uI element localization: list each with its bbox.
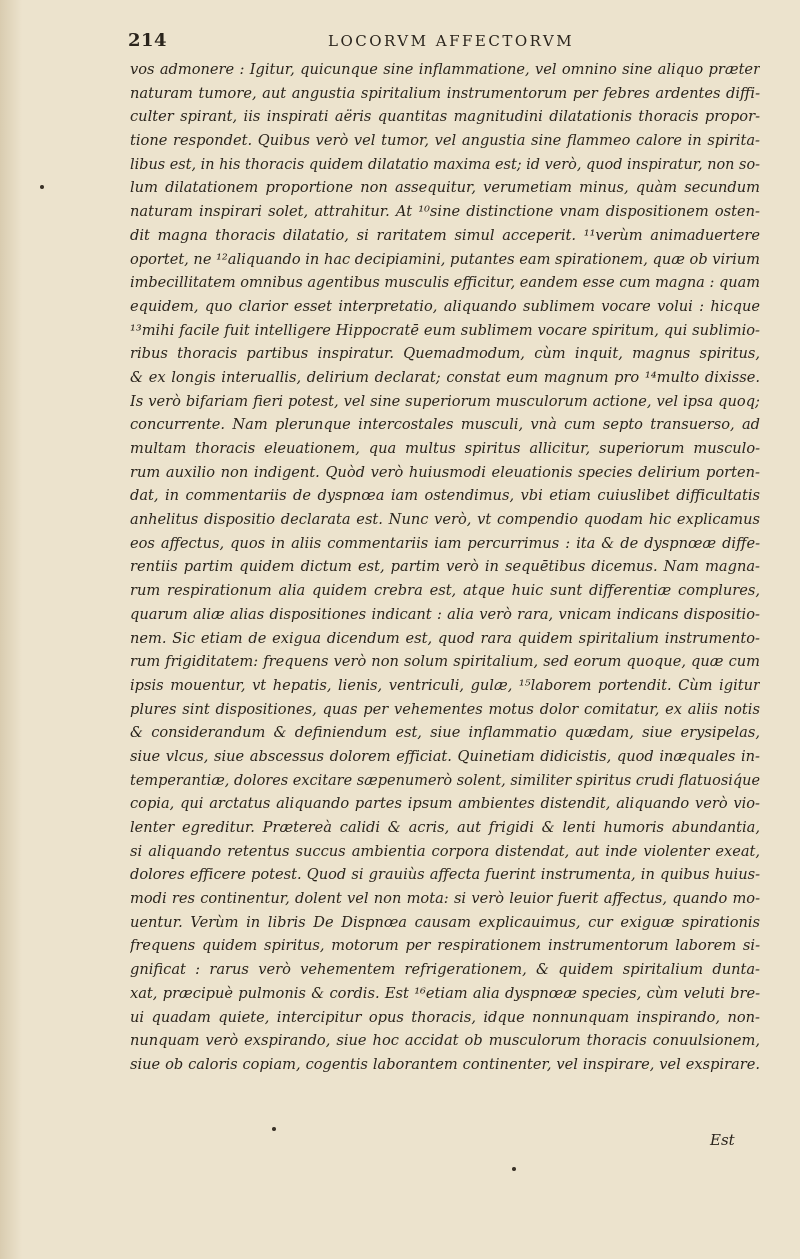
page-header — [128, 30, 758, 52]
text-line: rum frigiditatem: frequens verò non solum spiritalium, sed eorum quoque, quæ cum — [130, 653, 760, 671]
text-line: frequens quidem spiritus, motorum per respirationem instrumentorum laborem si- — [130, 937, 760, 955]
page-gutter-shadow — [0, 0, 22, 1259]
text-line: rum respirationum alia quidem crebra est, atque huic sunt differentiæ complures, — [130, 582, 760, 600]
text-line: equidem, quo clarior esset interpretatio, aliquando sublimem vocare volui : hicque — [130, 297, 760, 315]
text-line: tione respondet. Quibus verò vel tumor, vel angustia sine flammeo calore in spirita- — [130, 132, 760, 150]
text-line: imbecillitatem omnibus agentibus musculis efficitur, eandem esse cum magna : quam — [130, 274, 760, 292]
text-line: eos affectus, quos in aliis commentariis iam percurrimus : ita & de dyspnœæ diffe- — [130, 534, 760, 552]
catchword: Est — [710, 1131, 735, 1149]
text-line: copia, qui arctatus aliquando partes ipsum ambientes distendit, aliquando verò vio- — [130, 795, 760, 813]
text-line: siue vlcus, siue abscessus dolorem efficiat. Quinetiam didicistis, quod inæquales in- — [130, 747, 760, 765]
text-line: nem. Sic etiam de exigua dicendum est, quod rara quidem spiritalium instrumento- — [130, 629, 760, 647]
text-line: & considerandum & definiendum est, siue inflammatio quædam, siue erysipelas, — [130, 724, 760, 742]
text-line: concurrente. Nam plerunque intercostales musculi, vnà cum septo transuerso, ad — [130, 416, 760, 434]
text-line: ipsis mouentur, vt hepatis, lienis, ventriculi, gulæ, ¹⁵laborem portendit. Cùm igitur — [130, 676, 760, 694]
text-line: & ex longis interuallis, delirium declarat; constat eum magnum pro ¹⁴multo dixisse. — [130, 368, 760, 386]
text-line: ui quadam quiete, intercipitur opus thoracis, idque nonnunquam inspirando, non- — [130, 1008, 760, 1026]
page-number: 214 — [128, 30, 168, 51]
text-line: libus est, in his thoracis quidem dilatatio maxima est; id verò, quod inspiratur, non so- — [130, 155, 760, 173]
text-line: culter spirant, iis inspirati aëris quantitas magnitudini dilatationis thoracis propor- — [130, 108, 760, 126]
text-line: uentur. Verùm in libris De Dispnœa causam explicauimus, cur exiguæ spirationis — [130, 913, 760, 931]
text-line: multam thoracis eleuationem, qua multus spiritus allicitur, superiorum musculo- — [130, 440, 760, 457]
text-line: rentiis partim quidem dictum est, partim verò in sequētibus dicemus. Nam magna- — [130, 558, 760, 576]
text-line: nunquam verò exspirando, siue hoc accidat ob musculorum thoracis conuulsionem, — [130, 1032, 760, 1050]
text-line: vos admonere : Igitur, quicunque sine inflammatione, vel omnino sine aliquo præter — [130, 61, 760, 78]
running-head: LOCORVM AFFECTORVM — [328, 32, 575, 50]
text-line: ¹³mihi facile fuit intelligere Hippocratē eum sublimem vocare spiritum, qui sublimio- — [130, 321, 760, 339]
text-line: naturam inspirari solet, attrahitur. At ¹⁰sine distinctione vnam dispositionem osten- — [130, 203, 760, 221]
text-line: dat, in commentariis de dyspnœa iam ostendimus, vbi etiam cuiuslibet difficultatis — [130, 487, 760, 505]
text-line: plures sint dispositiones, quas per vehementes motus dolor comitatur, ex aliis notis — [130, 700, 760, 718]
text-line: lum dilatationem proportione non assequitur, verumetiam minus, quàm secundum — [130, 179, 760, 197]
ink-speck — [272, 1127, 276, 1131]
text-line: lenter egreditur. Prætereà calidi & acris, aut frigidi & lenti humoris abundantia, — [130, 819, 760, 836]
text-line: anhelitus dispositio declarata est. Nunc verò, vt compendio quodam hic explicamus — [130, 511, 760, 529]
text-line: si aliquando retentus succus ambientia corpora distendat, aut inde violenter exeat, — [130, 842, 760, 860]
ink-speck — [512, 1167, 516, 1171]
text-line: gnificat : rarus verò vehementem refrigerationem, & quidem spiritalium dunta- — [130, 961, 760, 979]
text-line: rum auxilio non indigent. Quòd verò huiusmodi eleuationis species delirium porten- — [130, 463, 760, 481]
text-line: oportet, ne ¹²aliquando in hac decipiamini, putantes eam spirationem, quæ ob virium — [130, 250, 760, 268]
text-line: Is verò bifariam fieri potest, vel sine superiorum musculorum actione, vel ipsa quoq; — [130, 392, 760, 410]
text-line: dolores efficere potest. Quod si grauiùs affecta fuerint instrumenta, in quibus huius- — [130, 866, 760, 884]
text-line: dit magna thoracis dilatatio, si raritatem simul acceperit. ¹¹verùm animaduertere — [130, 226, 760, 244]
text-line: temperantiæ, dolores excitare sæpenumerò solent, similiter spiritus crudi flatuosiq́ue — [130, 771, 760, 789]
text-line: modi res continentur, dolent vel non mota: si verò leuior fuerit affectus, quando mo- — [130, 890, 760, 908]
text-line: naturam tumore, aut angustia spiritalium instrumentorum per febres ardentes diffi- — [130, 84, 760, 102]
text-line: siue ob caloris copiam, cogentis laborantem continenter, vel inspirare, vel exspirare. — [130, 1055, 760, 1073]
text-line: quarum aliæ alias dispositiones indicant : alia verò rara, vnicam indicans dispositio- — [130, 605, 760, 623]
ink-speck — [40, 185, 44, 189]
body-text — [130, 58, 760, 1077]
text-line: xat, præcipuè pulmonis & cordis. Est ¹⁶etiam alia dyspnœæ species, cùm veluti bre- — [130, 984, 760, 1002]
text-line: ribus thoracis partibus inspiratur. Quemadmodum, cùm inquit, magnus spiritus, — [130, 345, 760, 363]
